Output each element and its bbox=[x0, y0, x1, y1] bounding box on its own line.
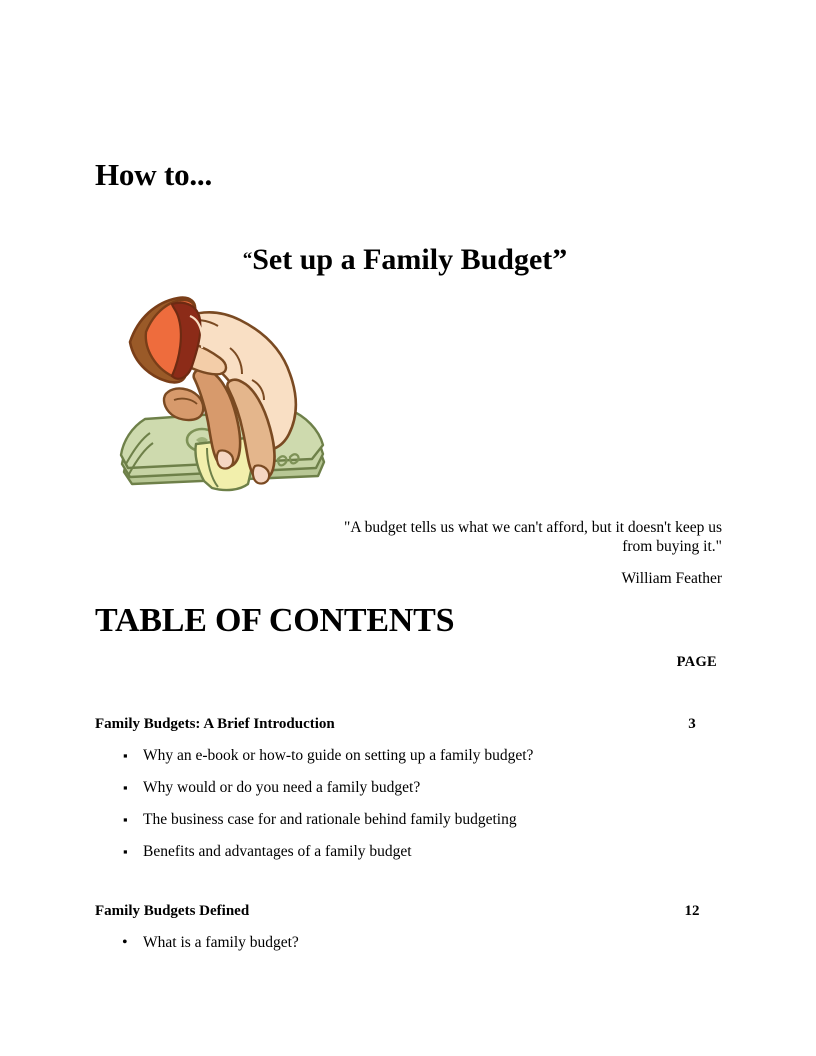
toc-list bbox=[95, 716, 720, 965]
toc-sub-item-label: The business case for and rationale behind family budgeting bbox=[143, 811, 517, 828]
section-spacer bbox=[95, 874, 720, 903]
toc-sub-item-label: Why an e-book or how-to guide on setting up a family budget? bbox=[143, 747, 534, 764]
toc-sub-item-label: What is a family budget? bbox=[143, 934, 299, 951]
toc-sub-item[interactable] bbox=[95, 842, 720, 874]
toc-section bbox=[95, 716, 720, 874]
square-bullet-icon: ▪ bbox=[123, 780, 128, 795]
toc-section-row[interactable] bbox=[95, 903, 720, 933]
toc-sub-item-label: Why would or do you need a family budget? bbox=[143, 779, 421, 796]
toc-section-page: 3 bbox=[688, 716, 696, 732]
toc-section-row[interactable] bbox=[95, 716, 720, 746]
howto-heading: How to... bbox=[95, 157, 213, 192]
toc-heading: TABLE OF CONTENTS bbox=[95, 602, 455, 639]
quote-text: "A budget tells us what we can't afford, but it doesn't keep us from buying it." bbox=[344, 519, 722, 555]
toc-section bbox=[95, 903, 720, 965]
square-bullet-icon: ▪ bbox=[123, 844, 128, 859]
title-open-quote: “ bbox=[242, 249, 253, 270]
toc-sub-item[interactable] bbox=[95, 746, 720, 778]
toc-sub-item[interactable] bbox=[95, 933, 720, 965]
square-bullet-icon: ▪ bbox=[123, 812, 128, 827]
title-text: Set up a Family Budget bbox=[252, 243, 553, 276]
page-column-header: PAGE bbox=[676, 654, 717, 670]
round-bullet-icon: • bbox=[122, 934, 128, 951]
page-title bbox=[95, 243, 715, 276]
title-close-quote: ” bbox=[552, 243, 568, 276]
toc-sub-item[interactable] bbox=[95, 810, 720, 842]
hand-money-illustration bbox=[112, 288, 338, 516]
toc-section-title: Family Budgets: A Brief Introduction bbox=[95, 716, 335, 732]
toc-sub-item[interactable] bbox=[95, 778, 720, 810]
toc-sub-item-label: Benefits and advantages of a family budget bbox=[143, 843, 412, 860]
toc-section-page: 12 bbox=[684, 903, 700, 919]
square-bullet-icon: ▪ bbox=[123, 748, 128, 763]
quote-author: William Feather bbox=[621, 570, 722, 587]
toc-section-title: Family Budgets Defined bbox=[95, 903, 250, 919]
